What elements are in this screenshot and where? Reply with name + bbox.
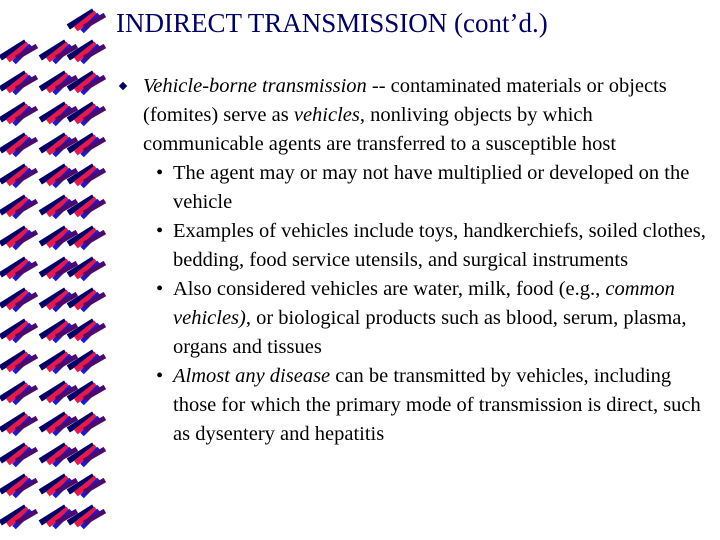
main-term: Vehicle-borne transmission	[143, 75, 367, 97]
sub-bullet-text: The agent may or may not have multiplied or developed on the vehicle	[173, 162, 690, 213]
sub-bullet-text-pre: Also considered vehicles are water, milk, food (e.g.,	[173, 278, 606, 300]
bullet-dot-icon: •	[156, 162, 164, 184]
sub-bullet	[116, 275, 716, 362]
bullet-dot-icon: •	[156, 278, 164, 300]
sub-bullet	[116, 217, 716, 275]
diamond-bullet-icon	[119, 82, 127, 90]
sub-bullet-list	[116, 159, 716, 449]
slide-content	[116, 72, 716, 449]
decorative-stripes	[0, 0, 110, 540]
sub-bullet-text-post: , or biological products such as blood, serum, plasma, organs and tissues	[173, 307, 687, 358]
sub-bullet-text-post: can be transmitted by vehicles, including those for which the primary mode of transmission is direct, such as dysentery and hepatitis	[173, 365, 701, 445]
slide-title: INDIRECT TRANSMISSION (cont’d.)	[116, 8, 548, 38]
main-emphasis: vehicles	[293, 104, 360, 126]
sub-bullet-text: Examples of vehicles include toys, handkerchiefs, soiled clothes, bedding, food service utensils, and surgical instruments	[173, 220, 706, 271]
main-text-2: , nonliving objects by which communicable agents are transferred to a susceptible host	[143, 104, 617, 155]
bullet-dot-icon: •	[156, 220, 164, 242]
bullet-dot-icon: •	[156, 365, 164, 387]
sub-bullet	[116, 362, 716, 449]
sub-bullet	[116, 159, 716, 217]
sub-bullet-emphasis: Almost any disease	[173, 365, 331, 387]
main-text-1: -- contaminated materials or objects (fomites) serve as	[143, 75, 667, 126]
main-bullet	[116, 72, 716, 159]
sub-bullet-emphasis: common vehicles)	[173, 278, 675, 329]
